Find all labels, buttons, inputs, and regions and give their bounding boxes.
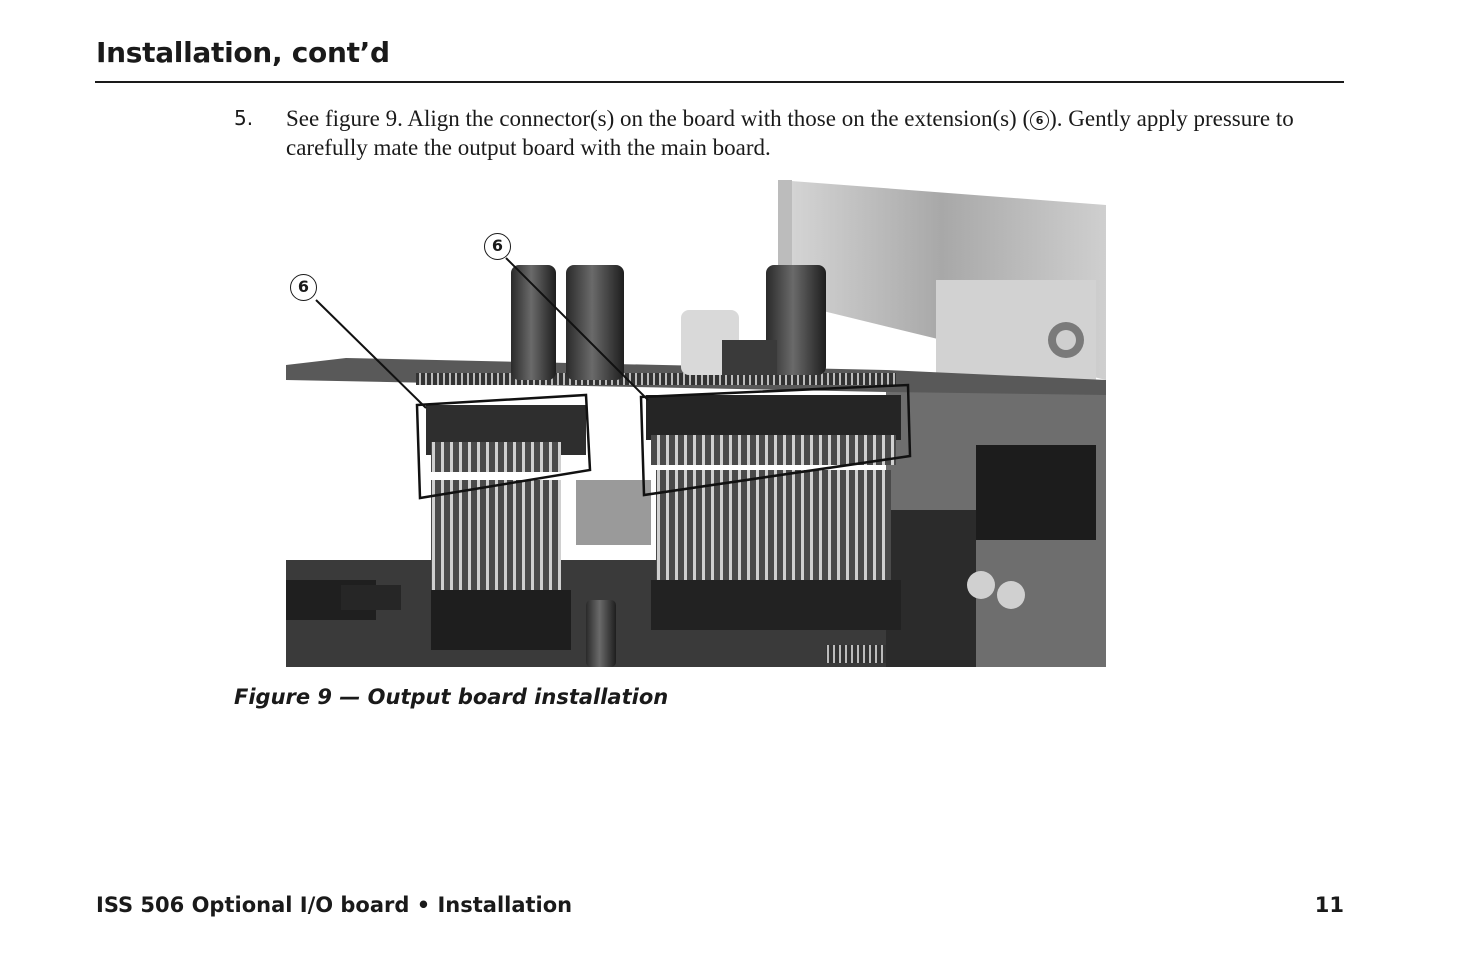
capacitor — [566, 265, 624, 380]
step-text — [286, 104, 1296, 162]
rj-connector — [976, 445, 1096, 540]
callout-6-left: 6 — [290, 274, 317, 301]
callout-6-right: 6 — [484, 233, 511, 260]
step-text-part1: See figure 9. Align the connector(s) on the board with those on the extension(s) ( — [286, 106, 1031, 131]
page-number: 11 — [1314, 893, 1344, 917]
heading-rule — [95, 81, 1344, 83]
section-title: Installation, cont’d — [96, 36, 390, 69]
right-pins — [656, 470, 891, 580]
callout-ref: 6 — [1030, 111, 1049, 130]
footer-title: ISS 506 Optional I/O board • Installation — [96, 893, 573, 917]
board-photo-illustration — [286, 180, 1106, 667]
step-text-part2: ). Gently apply pressure to carefully mate the output board with the main board. — [286, 106, 1294, 160]
figure-caption: Figure 9 — Output board installation — [234, 685, 669, 709]
left-pins — [431, 480, 561, 590]
right-header — [646, 395, 901, 440]
step-number: 5. — [234, 106, 254, 130]
capacitor — [511, 265, 556, 380]
figure-photo — [286, 180, 1106, 667]
